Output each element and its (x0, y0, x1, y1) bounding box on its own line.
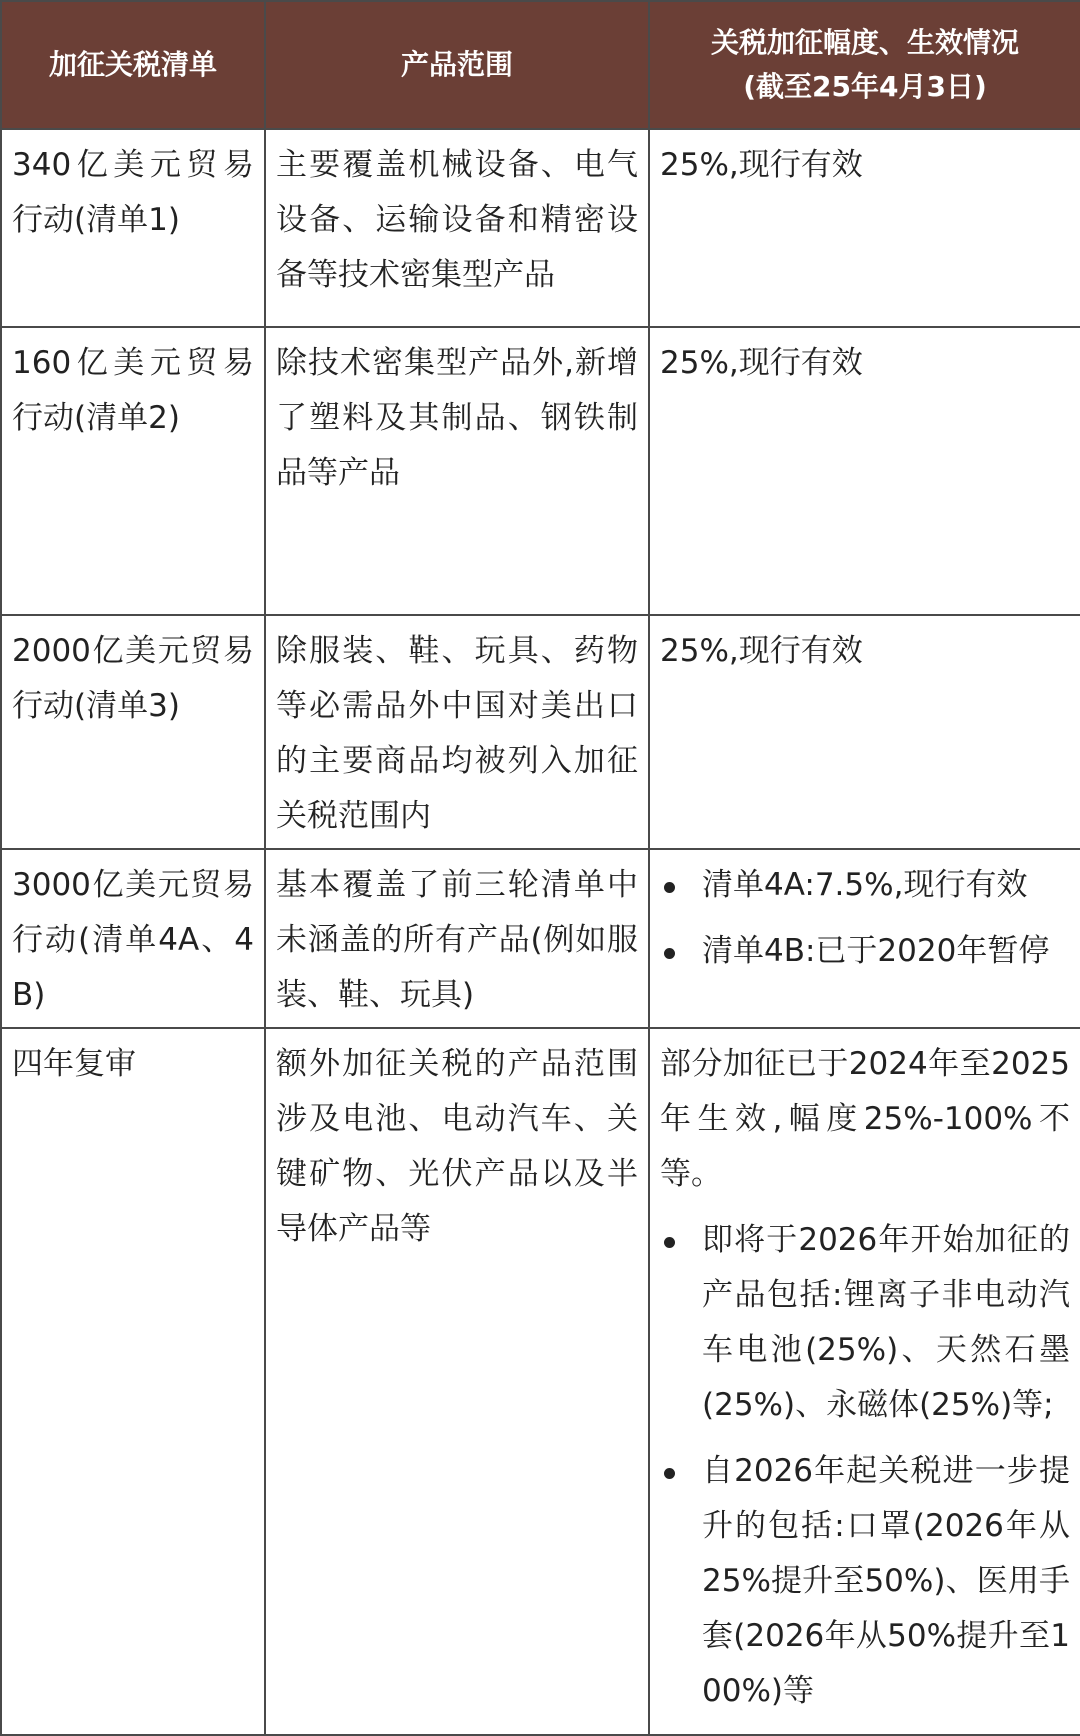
table-row (1, 129, 1080, 327)
header-tariff-status (649, 1, 1080, 129)
bullet-dot-icon (664, 948, 675, 959)
header-tariff-status-line2: (截至25年4月3日) (743, 70, 987, 103)
header-product-scope: 产品范围 (265, 1, 649, 129)
table-row (1, 1028, 1080, 1735)
header-tariff-status-line1: 关税加征幅度、生效情况 (710, 26, 1019, 59)
bullet-dot-icon (664, 882, 675, 893)
status-bullet-item (660, 1444, 1070, 1719)
status-bullet-item (660, 1213, 1070, 1433)
tariff-status-cell (649, 1028, 1080, 1735)
tariff-list-cell: 2000亿美元贸易行动(清单3) (1, 615, 265, 849)
header-tariff-list: 加征关税清单 (1, 1, 265, 129)
status-bullet-text: 清单4A:7.5%,现行有效 (702, 867, 1028, 903)
product-scope-cell: 额外加征关税的产品范围涉及电池、电动汽车、关键矿物、光伏产品以及半导体产品等 (265, 1028, 649, 1735)
tariff-list-cell: 340亿美元贸易行动(清单1) (1, 129, 265, 327)
product-scope-cell: 基本覆盖了前三轮清单中未涵盖的所有产品(例如服装、鞋、玩具) (265, 849, 649, 1028)
status-bullet-text: 即将于2026年开始加征的产品包括:锂离子非电动汽车电池(25%)、天然石墨(25%)、永磁体(25%)等; (702, 1222, 1070, 1423)
status-bullet-list (660, 1213, 1070, 1719)
tariff-status-cell: 25%,现行有效 (649, 327, 1080, 615)
table-row (1, 327, 1080, 615)
status-intro-text: 部分加征已于2024年至2025年生效,幅度25%-100%不等。 (660, 1046, 1070, 1192)
product-scope-cell: 主要覆盖机械设备、电气设备、运输设备和精密设备等技术密集型产品 (265, 129, 649, 327)
tariff-list-cell: 四年复审 (1, 1028, 265, 1735)
bullet-dot-icon (664, 1237, 675, 1248)
table-row (1, 849, 1080, 1028)
table-row (1, 615, 1080, 849)
table-body (1, 129, 1080, 1735)
tariff-status-cell: 25%,现行有效 (649, 129, 1080, 327)
status-bullet-list (660, 858, 1070, 979)
status-bullet-text: 自2026年起关税进一步提升的包括:口罩(2026年从25%提升至50%)、医用手套(2026年从50%提升至100%)等 (702, 1453, 1070, 1709)
header-row (1, 1, 1080, 129)
bullet-dot-icon (664, 1468, 675, 1479)
product-scope-cell: 除技术密集型产品外,新增了塑料及其制品、钢铁制品等产品 (265, 327, 649, 615)
tariff-status-cell: 25%,现行有效 (649, 615, 1080, 849)
status-bullet-text: 清单4B:已于2020年暂停 (702, 933, 1050, 969)
tariff-list-cell: 160亿美元贸易行动(清单2) (1, 327, 265, 615)
tariff-status-cell (649, 849, 1080, 1028)
product-scope-cell: 除服装、鞋、玩具、药物等必需品外中国对美出口的主要商品均被列入加征关税范围内 (265, 615, 649, 849)
tariff-list-cell: 3000亿美元贸易行动(清单4A、4B) (1, 849, 265, 1028)
table-header (1, 1, 1080, 129)
status-bullet-item (660, 924, 1070, 979)
status-bullet-item (660, 858, 1070, 913)
